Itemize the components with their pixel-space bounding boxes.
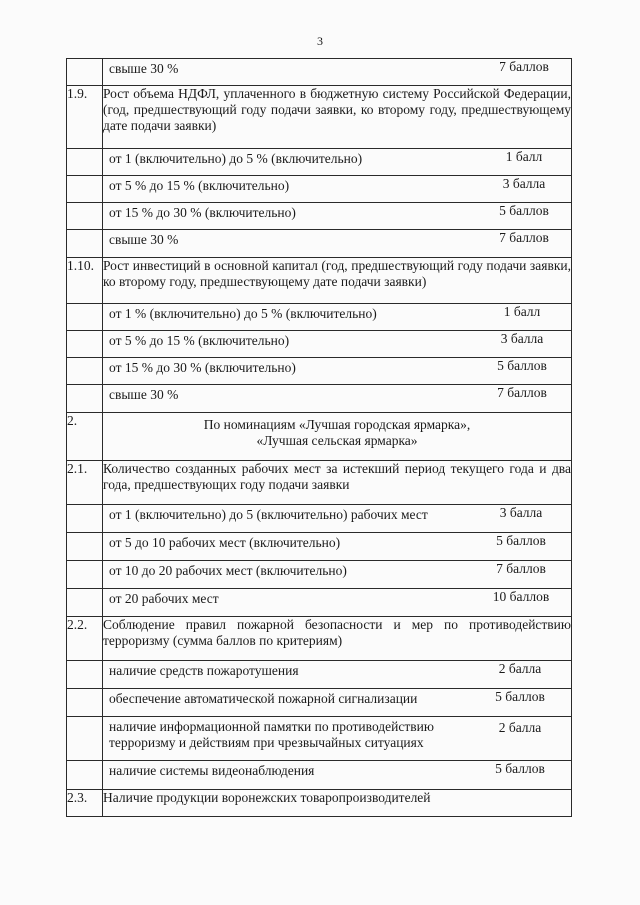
row-number: 2.1. <box>67 461 103 505</box>
criterion-points: 1 балл <box>503 304 541 319</box>
criterion-label: от 5 % до 15 % (включительно) <box>109 178 290 193</box>
indicator-row <box>67 461 572 505</box>
criterion-label: от 15 % до 30 % (включительно) <box>109 360 296 375</box>
criterion-label: наличие информационной памятки по противодействию терроризму и действиям при чрезвычайных ситуациях <box>109 719 434 750</box>
criterion-points: 5 баллов <box>495 761 545 776</box>
indicator-title: Соблюдение правил пожарной безопасности и мер по противодействию терроризму (сумма баллов по критериям) <box>103 617 572 661</box>
criterion-points: 3 балла <box>502 176 546 191</box>
criterion-row <box>67 505 572 533</box>
indicator-row <box>67 790 572 817</box>
criterion-label: наличие системы видеонаблюдения <box>109 763 315 778</box>
row-number: 2.3. <box>67 790 103 817</box>
criterion-points: 7 баллов <box>496 561 546 576</box>
criterion-points: 2 балла <box>498 720 542 735</box>
criterion-label: от 20 рабочих мест <box>109 591 219 606</box>
criterion-label: свыше 30 % <box>109 61 179 76</box>
row-number <box>67 176 103 203</box>
section-title: По номинациям «Лучшая городская ярмарка», «Лучшая сельская ярмарка» <box>103 413 572 461</box>
row-number <box>67 505 103 533</box>
criterion-row <box>67 59 572 86</box>
row-number <box>67 203 103 230</box>
criterion-row <box>67 203 572 230</box>
criterion-label: от 5 % до 15 % (включительно) <box>109 333 290 348</box>
criterion-points: 5 баллов <box>495 689 545 704</box>
criterion-points: 3 балла <box>500 331 544 346</box>
criterion-label: от 10 до 20 рабочих мест (включительно) <box>109 563 347 578</box>
indicator-row <box>67 86 572 149</box>
row-number <box>67 230 103 258</box>
row-number: 1.9. <box>67 86 103 149</box>
row-number <box>67 533 103 561</box>
criterion-label: от 1 (включительно) до 5 % (включительно) <box>109 151 363 166</box>
criterion-row <box>67 689 572 717</box>
criterion-label: свыше 30 % <box>109 232 179 247</box>
indicator-title: Наличие продукции воронежских товаропроизводителей <box>103 790 572 817</box>
row-number <box>67 149 103 176</box>
page-number: 3 <box>317 34 323 48</box>
criterion-row <box>67 149 572 176</box>
criterion-label: от 5 до 10 рабочих мест (включительно) <box>109 535 341 550</box>
row-number <box>67 661 103 689</box>
criterion-row <box>67 589 572 617</box>
criterion-row <box>67 385 572 413</box>
criterion-label: от 1 (включительно) до 5 (включительно) рабочих мест <box>109 507 428 522</box>
criterion-points: 7 баллов <box>497 385 547 400</box>
criterion-label: от 15 % до 30 % (включительно) <box>109 205 296 220</box>
criterion-points: 5 баллов <box>497 358 547 373</box>
indicator-title: Рост объема НДФЛ, уплаченного в бюджетную систему Российской Федерации, (год, предшествующий году подачи заявки, ко второму году, предшествующему дате подачи заявки) <box>103 86 572 149</box>
criterion-points: 7 баллов <box>499 59 549 74</box>
row-number <box>67 689 103 717</box>
criterion-points: 1 балл <box>505 149 543 164</box>
criterion-points: 7 баллов <box>499 230 549 245</box>
criterion-points: 5 баллов <box>499 203 549 218</box>
criterion-row <box>67 561 572 589</box>
section-row <box>67 413 572 461</box>
criterion-row <box>67 331 572 358</box>
criterion-row <box>67 761 572 790</box>
row-number: 1.10. <box>67 258 103 304</box>
row-number <box>67 589 103 617</box>
criterion-row <box>67 717 572 761</box>
criterion-points: 5 баллов <box>496 533 546 548</box>
criterion-label: наличие средств пожаротушения <box>109 663 299 678</box>
criterion-row <box>67 230 572 258</box>
row-number <box>67 385 103 413</box>
criterion-points: 10 баллов <box>492 589 550 604</box>
criterion-label: от 1 % (включительно) до 5 % (включительно) <box>109 306 377 321</box>
row-number <box>67 304 103 331</box>
indicator-row <box>67 617 572 661</box>
criterion-points: 3 балла <box>499 505 543 520</box>
criterion-row <box>67 176 572 203</box>
criterion-row <box>67 304 572 331</box>
criterion-label: свыше 30 % <box>109 387 179 402</box>
indicator-row <box>67 258 572 304</box>
criterion-row <box>67 661 572 689</box>
row-number <box>67 561 103 589</box>
row-number: 2. <box>67 413 103 461</box>
row-number: 2.2. <box>67 617 103 661</box>
indicator-title: Рост инвестиций в основной капитал (год, предшествующий году подачи заявки, ко второму году, предшествующему дате подачи заявки) <box>103 258 572 304</box>
row-number <box>67 331 103 358</box>
indicator-title: Количество созданных рабочих мест за истекший период текущего года и два года, предшествующих году подачи заявки <box>103 461 572 505</box>
row-number <box>67 358 103 385</box>
row-number <box>67 761 103 790</box>
row-number <box>67 717 103 761</box>
criterion-row <box>67 358 572 385</box>
row-number <box>67 59 103 86</box>
criterion-label: обеспечение автоматической пожарной сигнализации <box>109 691 418 706</box>
criterion-points: 2 балла <box>498 661 542 676</box>
criterion-row <box>67 533 572 561</box>
criteria-table <box>66 58 572 817</box>
